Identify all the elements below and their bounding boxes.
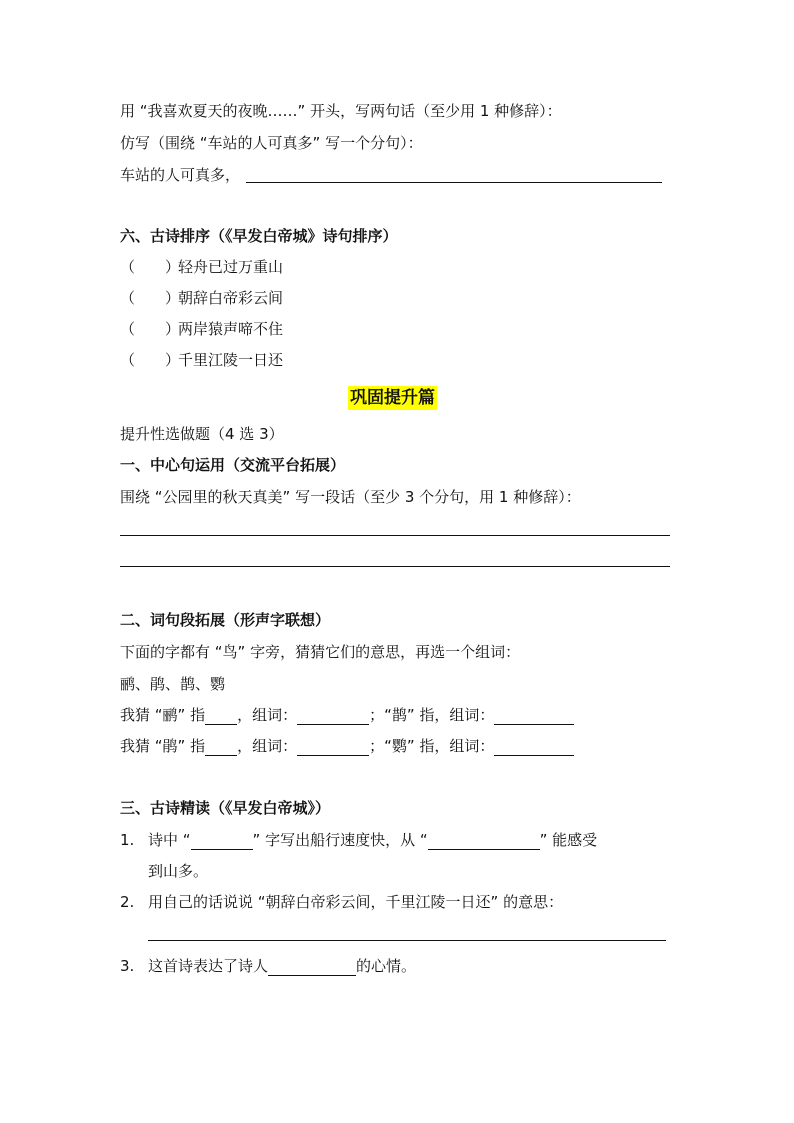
poem-line: 两岸猿声啼不住 [178, 320, 284, 338]
q3-item-2 [120, 892, 563, 912]
q3-title: 三、古诗精读（《早发白帝城》） [120, 799, 331, 817]
sec6-title: 六、古诗排序（《早发白帝城》诗句排序） [120, 227, 398, 245]
order-blank[interactable]: （ ） [120, 289, 181, 307]
part-title: 巩固提升篇 [350, 388, 435, 408]
meaning-blank[interactable] [205, 707, 237, 725]
sec6-item [120, 350, 283, 370]
imitate-prompt: 仿写（围绕 “车站的人可真多” 写一个分句）： [120, 134, 423, 152]
separator: ； [369, 737, 385, 755]
order-blank[interactable]: （ ） [120, 351, 181, 369]
meaning-blank[interactable] [205, 738, 237, 756]
q2-prompt: 下面的字都有 “鸟” 字旁，猜猜它们的意思，再选一个组词： [120, 643, 521, 661]
word-blank[interactable] [297, 738, 369, 756]
station-line [120, 165, 240, 185]
speed-word-blank[interactable] [191, 832, 253, 850]
item1-text-c: ” 能感受 [539, 831, 598, 849]
word-blank[interactable] [494, 738, 574, 756]
q1-prompt: 围绕 “公园里的秋天真美” 写一段话（至少 3 个分句，用 1 种修辞）： [120, 488, 581, 506]
word-blank[interactable] [297, 707, 369, 725]
second-label: “鹊” 指，组词： [384, 706, 495, 724]
word-label: ，组词： [237, 706, 298, 724]
q2-chars: 鹂、鹃、鹊、鹦 [120, 675, 226, 693]
order-blank[interactable]: （ ） [120, 320, 181, 338]
station-answer-line[interactable] [246, 182, 662, 183]
word-blank[interactable] [494, 707, 574, 725]
order-blank[interactable]: （ ） [120, 258, 181, 276]
q1-title: 一、中心句运用（交流平台拓展） [120, 456, 346, 474]
q3-item-1-cont: 到山多。 [148, 862, 209, 880]
sec6-item [120, 288, 283, 308]
sec6-item [120, 257, 283, 277]
mountain-phrase-blank[interactable] [428, 832, 540, 850]
item-number: 3. [120, 957, 135, 975]
q3-item-3 [120, 956, 416, 976]
word-label: ，组词： [237, 737, 298, 755]
summer-night-prompt: 用 “我喜欢夏天的夜晚……” 开头，写两句话（至少用 1 种修辞）： [120, 102, 562, 120]
q1-answer-line[interactable] [120, 566, 670, 567]
item-number: 1. [120, 831, 135, 849]
q3-answer-line[interactable] [148, 940, 666, 941]
poem-line: 千里江陵一日还 [178, 351, 284, 369]
q1-answer-line[interactable] [120, 535, 670, 536]
q2-row [120, 705, 574, 725]
item2-text: 用自己的话说说 “朝辞白帝彩云间，千里江陵一日还” 的意思： [148, 893, 564, 911]
poem-line: 朝辞白帝彩云间 [178, 289, 284, 307]
second-label: “鹦” 指，组词： [384, 737, 495, 755]
item1-text-a: 诗中 “ [148, 831, 191, 849]
q2-row [120, 736, 574, 756]
station-prefix: 车站的人可真多， [120, 166, 241, 184]
item1-text-b: ” 字写出船行速度快，从 “ [252, 831, 428, 849]
sec6-item [120, 319, 283, 339]
item-number: 2. [120, 893, 135, 911]
separator: ； [369, 706, 385, 724]
q2-title: 二、词句段拓展（形声字联想） [120, 611, 331, 629]
guess-label: 我猜 “鹃” 指 [120, 737, 206, 755]
feeling-blank[interactable] [268, 958, 356, 976]
item3-text-a: 这首诗表达了诗人 [148, 957, 269, 975]
guess-label: 我猜 “鹂” 指 [120, 706, 206, 724]
q3-item-1 [120, 830, 597, 850]
item3-text-b: 的心情。 [356, 957, 417, 975]
elective-note: 提升性选做题（4 选 3） [120, 425, 284, 443]
poem-line: 轻舟已过万重山 [178, 258, 284, 276]
